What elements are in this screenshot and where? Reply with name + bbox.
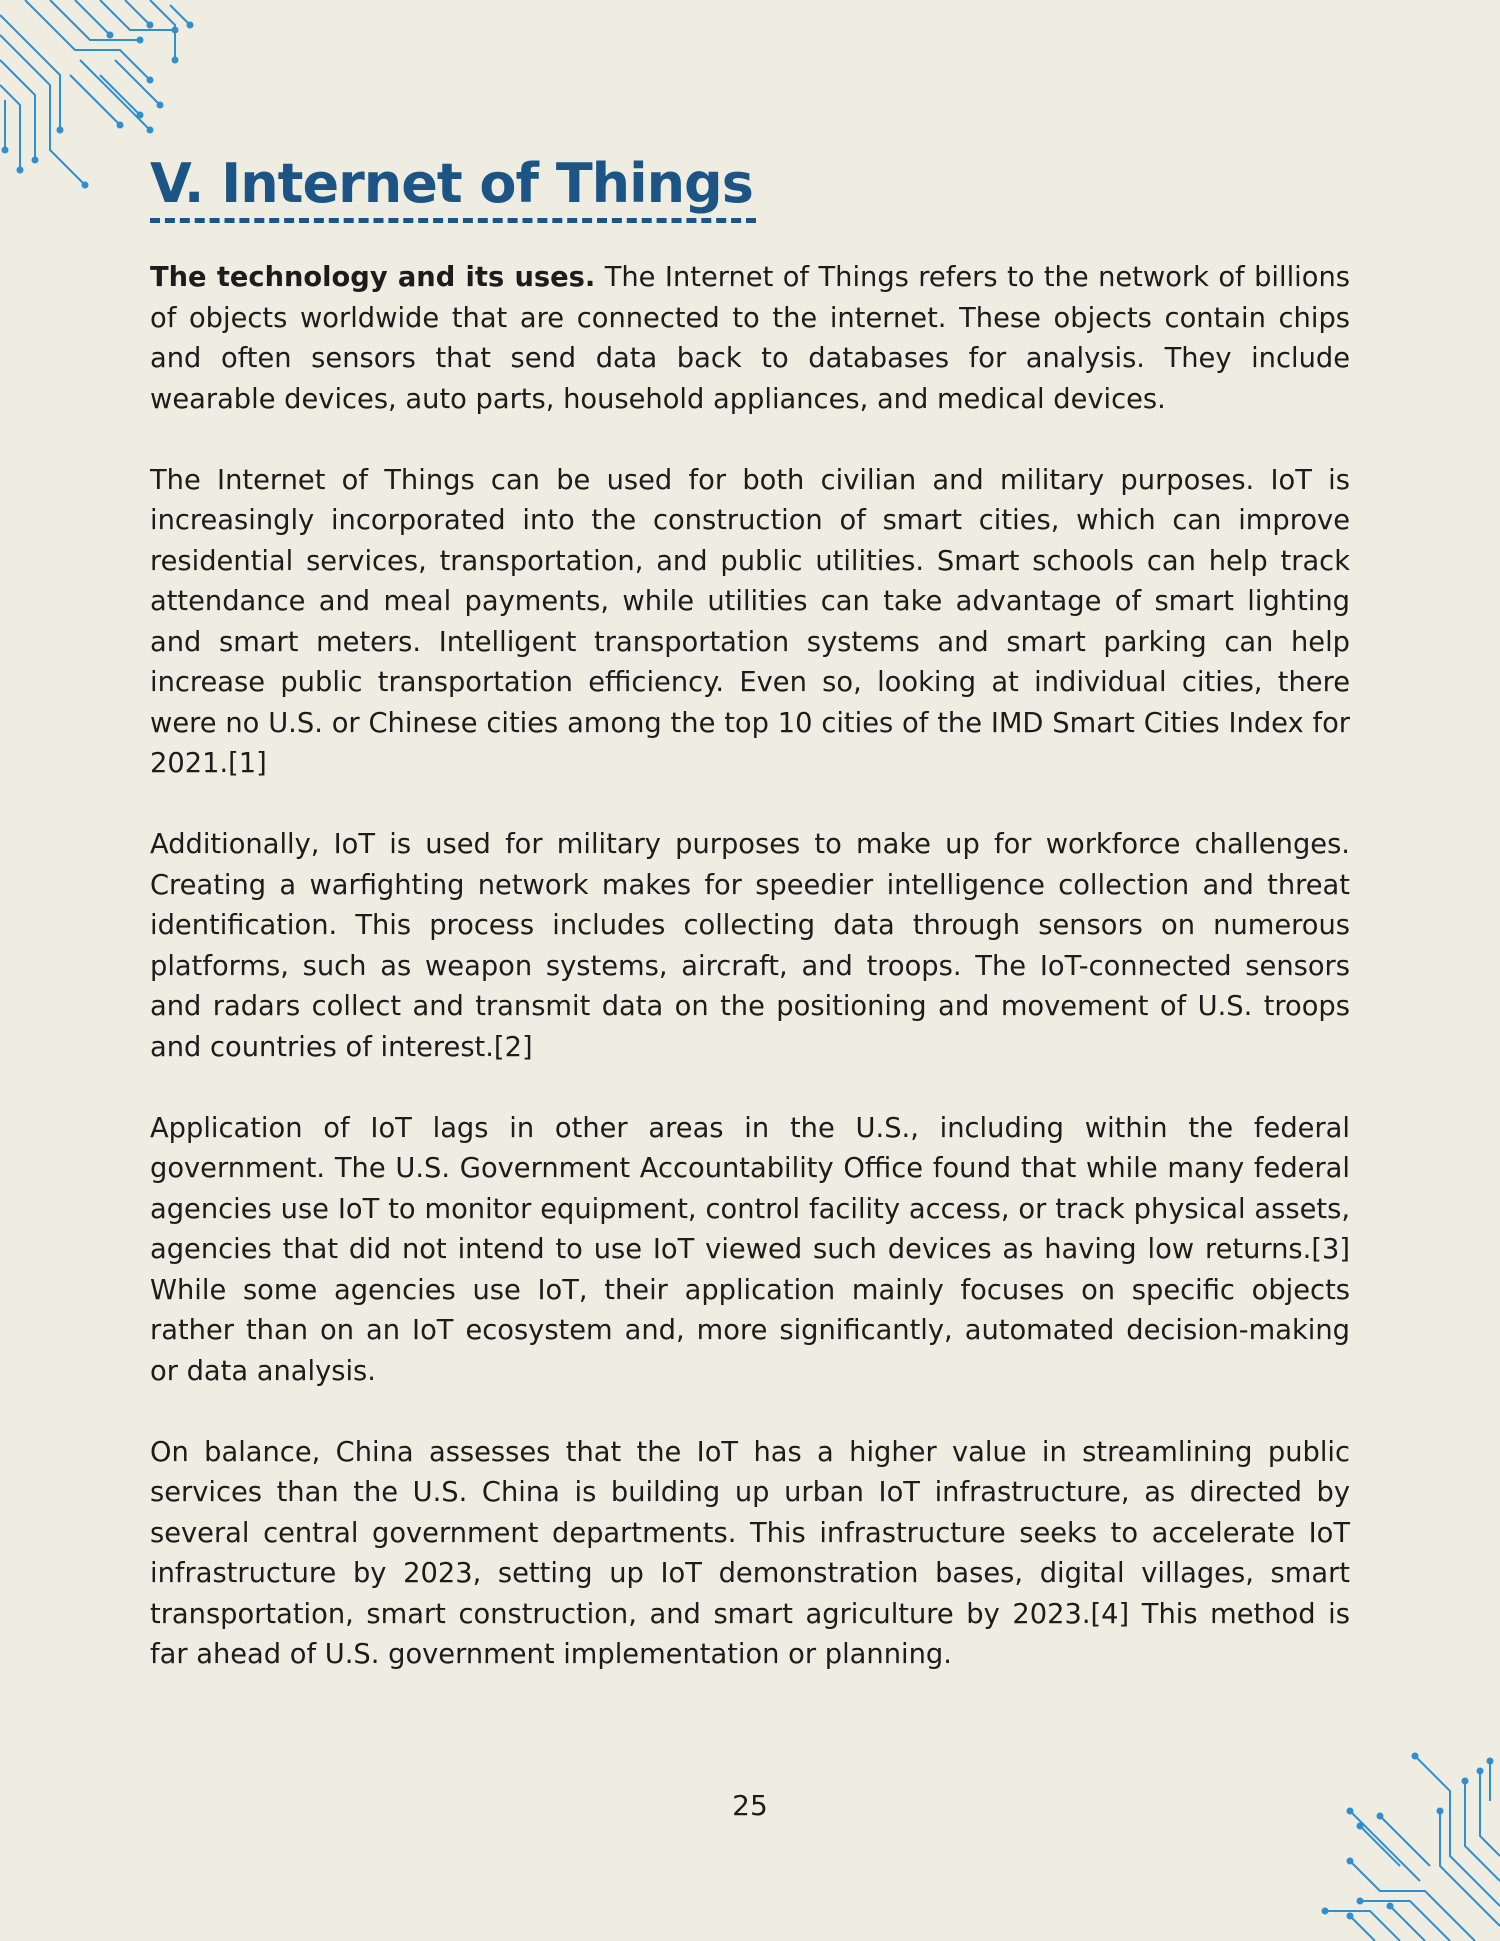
page-number: 25: [732, 1789, 768, 1822]
paragraph-1-text: The Internet of Things refers to the network of billions of objects worldwide that are connected to the internet. These objects contain chips and often sensors that send data back to databases for analysis. They include wearable devices, auto parts, household appliances, and medical devices.: [150, 262, 1350, 415]
page-title: V. Internet of Things: [150, 152, 753, 215]
paragraph-4: Application of IoT lags in other areas in the U.S., including within the federal government. The U.S. Government Accountability Office found that while many federal agencies use IoT to monitor equipment, control facility access, or track physical assets, agencies that did not intend to use IoT viewed such devices as having low returns.[3] While some agencies use IoT, their application mainly focuses on specific objects rather than on an IoT ecosystem and, more significantly, automated decision-making or data analysis.: [150, 1112, 1350, 1387]
title-dashed-underline: [150, 218, 756, 223]
paragraph-2: The Internet of Things can be used for both civilian and military purposes. IoT is increasingly incorporated into the construction of smart cities, which can improve residential services, transportation, and public utilities. Smart schools can help track attendance and meal payments, while utilities can take advantage of smart lighting and smart meters. Intelligent transportation systems and smart parking can help increase public transportation efficiency. Even so, looking at individual cities, there were no U.S. or Chinese cities among the top 10 cities of the IMD Smart Cities Index for 2021.[1]: [150, 464, 1350, 779]
paragraph-1: [150, 258, 1350, 420]
paragraph-3: Additionally, IoT is used for military purposes to make up for workforce challenges. Creating a warfighting network makes for speedier intelligence collection and threat identification. This process includes collecting data through sensors on numerous platforms, such as weapon systems, aircraft, and troops. The IoT-connected sensors and radars collect and transmit data on the positioning and movement of U.S. troops and countries of interest.[2]: [150, 829, 1350, 1063]
paragraph-5: On balance, China assesses that the IoT has a higher value in streamlining public services than the U.S. China is building up urban IoT infrastructure, as directed by several central government departments. This infrastructure seeks to accelerate IoT infrastructure by 2023, setting up IoT demonstration bases, digital villages, smart transportation, smart construction, and smart agriculture by 2023.[4] This method is far ahead of U.S. government implementation or planning.: [150, 1436, 1350, 1670]
paragraph-lead-heading: The technology and its uses.: [150, 262, 596, 293]
body-text: [150, 258, 1350, 1716]
circuit-decoration-bottom-right-icon: [1300, 1741, 1500, 1941]
